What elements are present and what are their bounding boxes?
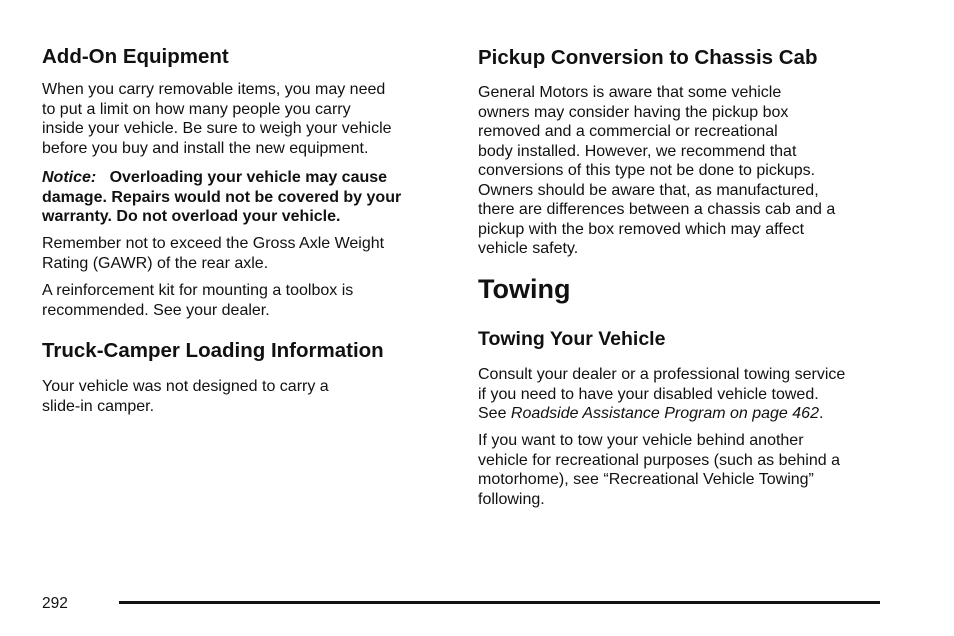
text-line: pickup with the box removed which may affect bbox=[478, 220, 805, 238]
text-line: Remember not to exceed the Gross Axle Weight bbox=[42, 235, 385, 252]
paragraph-gawr bbox=[42, 234, 384, 273]
text-line: vehicle safety. bbox=[478, 240, 579, 257]
text-line: slide-in camper. bbox=[42, 397, 155, 415]
text-line: Rating (GAWR) of the rear axle. bbox=[42, 254, 269, 272]
text-line: there are differences between a chassis cab and a bbox=[478, 201, 836, 218]
paragraph-add-on-equipment bbox=[42, 80, 392, 158]
text-line: to put a limit on how many people you carry bbox=[42, 100, 351, 118]
heading-pickup-conversion: Pickup Conversion to Chassis Cab bbox=[478, 46, 818, 69]
paragraph-pickup-conversion bbox=[478, 83, 835, 259]
text-line: Consult your dealer or a professional towing service bbox=[478, 366, 846, 383]
sentence-end: . bbox=[818, 405, 824, 422]
notice-line bbox=[42, 168, 401, 188]
notice-text: Overloading your vehicle may cause bbox=[109, 169, 388, 186]
text-line: owners may consider having the pickup box bbox=[478, 103, 789, 121]
text-line: inside your vehicle. Be sure to weigh your vehicle bbox=[42, 120, 392, 137]
footer-divider bbox=[119, 601, 880, 604]
text-line: vehicle for recreational purposes (such as behind a bbox=[478, 451, 840, 469]
cross-reference-roadside-assistance: Roadside Assistance Program on page 462 bbox=[510, 405, 819, 422]
text-line: Owners should be aware that, as manufactured, bbox=[478, 181, 819, 199]
notice-label: Notice: bbox=[42, 169, 97, 186]
notice-line: warranty. Do not overload your vehicle. bbox=[42, 208, 341, 225]
text-line bbox=[478, 404, 845, 424]
notice-paragraph bbox=[42, 168, 401, 227]
text-line: If you want to tow your vehicle behind another bbox=[478, 432, 804, 449]
notice-line: damage. Repairs would not be covered by your bbox=[42, 188, 402, 206]
paragraph-truck-camper bbox=[42, 377, 329, 416]
text-line: removed and a commercial or recreational bbox=[478, 123, 778, 140]
text-line: if you need to have your disabled vehicle towed. bbox=[478, 385, 819, 403]
text-line: conversions of this type not be done to pickups. bbox=[478, 162, 816, 179]
text-line: before you buy and install the new equipment. bbox=[42, 139, 369, 157]
text-line: A reinforcement kit for mounting a toolbox is bbox=[42, 282, 354, 299]
page-number: 292 bbox=[42, 595, 68, 612]
paragraph-toolbox bbox=[42, 281, 353, 320]
text-line: When you carry removable items, you may need bbox=[42, 81, 386, 98]
heading-add-on-equipment: Add-On Equipment bbox=[42, 45, 229, 68]
paragraph-recreational-towing bbox=[478, 431, 840, 509]
text-line: General Motors is aware that some vehicle bbox=[478, 84, 782, 101]
text-line: recommended. See your dealer. bbox=[42, 301, 270, 319]
text-line: motorhome), see “Recreational Vehicle Towing” bbox=[478, 471, 814, 488]
text-line: Your vehicle was not designed to carry a bbox=[42, 378, 329, 395]
heading-towing: Towing bbox=[478, 274, 571, 304]
text-line: body installed. However, we recommend that bbox=[478, 142, 797, 160]
heading-towing-your-vehicle: Towing Your Vehicle bbox=[478, 328, 666, 350]
heading-truck-camper: Truck-Camper Loading Information bbox=[42, 339, 384, 362]
paragraph-towing-consult bbox=[478, 365, 845, 424]
text-line: following. bbox=[478, 490, 545, 508]
see-prefix: See bbox=[478, 405, 511, 422]
